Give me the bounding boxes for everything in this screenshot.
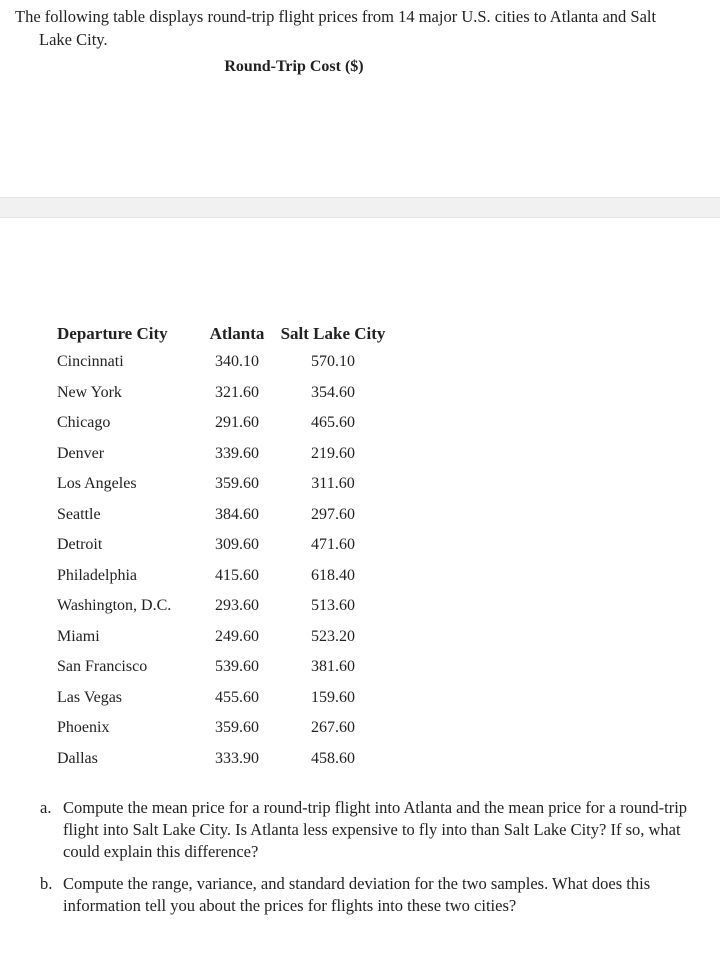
- cell-city: Washington, D.C.: [57, 597, 172, 615]
- cell-slc: 381.60: [311, 658, 355, 676]
- cell-slc: 311.60: [311, 475, 355, 493]
- cell-atlanta: 309.60: [215, 536, 259, 554]
- cell-city: New York: [57, 383, 122, 401]
- cell-city: Los Angeles: [57, 475, 137, 493]
- cell-atlanta: 291.60: [215, 414, 259, 432]
- cell-slc: 618.40: [311, 566, 355, 584]
- table-row: [57, 500, 392, 531]
- table-row: [57, 347, 392, 378]
- cell-city: Las Vegas: [57, 688, 123, 706]
- cell-slc: 219.60: [311, 444, 355, 462]
- cell-city: Phoenix: [57, 719, 110, 737]
- header-departure-city: Departure City: [57, 323, 168, 343]
- question-text: Compute the mean price for a round-trip flight into Atlanta and the mean price for a round-trip flight into Salt Lake City. Is Atlanta less expensive to fly into than Salt Lake City? If so, what could explain this difference?: [63, 798, 688, 861]
- cell-slc: 465.60: [311, 414, 355, 432]
- table-row: [57, 408, 392, 439]
- cell-slc: 458.60: [311, 749, 355, 767]
- table-row: [57, 744, 392, 775]
- table-row: [57, 652, 392, 683]
- cell-city: Philadelphia: [57, 566, 137, 584]
- table-row: [57, 713, 392, 744]
- cell-slc: 523.20: [311, 627, 355, 645]
- table-row: [57, 439, 392, 470]
- table-row: [57, 622, 392, 653]
- cell-atlanta: 359.60: [215, 475, 259, 493]
- question-marker: b.: [40, 874, 53, 893]
- section-divider: [0, 197, 720, 218]
- table-row: [57, 378, 392, 409]
- flight-price-table: [57, 320, 392, 774]
- table-header-row: [57, 320, 392, 347]
- cell-atlanta: 384.60: [215, 505, 259, 523]
- cell-atlanta: 415.60: [215, 566, 259, 584]
- cell-atlanta: 333.90: [215, 749, 259, 767]
- cell-city: Dallas: [57, 749, 98, 767]
- header-atlanta: Atlanta: [209, 323, 265, 343]
- cell-slc: 471.60: [311, 536, 355, 554]
- cell-slc: 159.60: [311, 688, 355, 706]
- table-row: [57, 591, 392, 622]
- cell-atlanta: 321.60: [215, 383, 259, 401]
- question-text: Compute the range, variance, and standard deviation for the two samples. What does this information tell you about the prices for flights into these two cities?: [63, 874, 651, 915]
- intro-paragraph: [15, 5, 705, 51]
- cell-atlanta: 539.60: [215, 658, 259, 676]
- cell-slc: 267.60: [311, 719, 355, 737]
- table-caption: Round-Trip Cost ($): [224, 58, 364, 75]
- cell-city: Chicago: [57, 414, 111, 432]
- question-marker: a.: [40, 798, 52, 817]
- cell-city: Miami: [57, 627, 100, 645]
- cell-slc: 513.60: [311, 597, 355, 615]
- question-list: [40, 797, 700, 927]
- cell-city: San Francisco: [57, 658, 148, 676]
- cell-atlanta: 359.60: [215, 719, 259, 737]
- table-row: [57, 683, 392, 714]
- question-b: [40, 873, 700, 917]
- cell-city: Cincinnati: [57, 353, 124, 371]
- header-salt-lake-city: Salt Lake City: [280, 323, 386, 343]
- cell-atlanta: 455.60: [215, 688, 259, 706]
- table-row: [57, 561, 392, 592]
- cell-slc: 354.60: [311, 383, 355, 401]
- cell-city: Seattle: [57, 505, 101, 523]
- question-a: [40, 797, 700, 863]
- cell-atlanta: 339.60: [215, 444, 259, 462]
- intro-line-1: The following table displays round-trip flight prices from 14 major U.S. cities to Atlanta and Salt: [15, 7, 657, 26]
- cell-city: Detroit: [57, 536, 103, 554]
- cell-atlanta: 340.10: [215, 353, 259, 371]
- cell-slc: 570.10: [311, 353, 355, 371]
- table-row: [57, 530, 392, 561]
- table-row: [57, 469, 392, 500]
- cell-atlanta: 293.60: [215, 597, 259, 615]
- cell-city: Denver: [57, 444, 105, 462]
- cell-atlanta: 249.60: [215, 627, 259, 645]
- cell-slc: 297.60: [311, 505, 355, 523]
- intro-line-2: Lake City.: [39, 30, 108, 49]
